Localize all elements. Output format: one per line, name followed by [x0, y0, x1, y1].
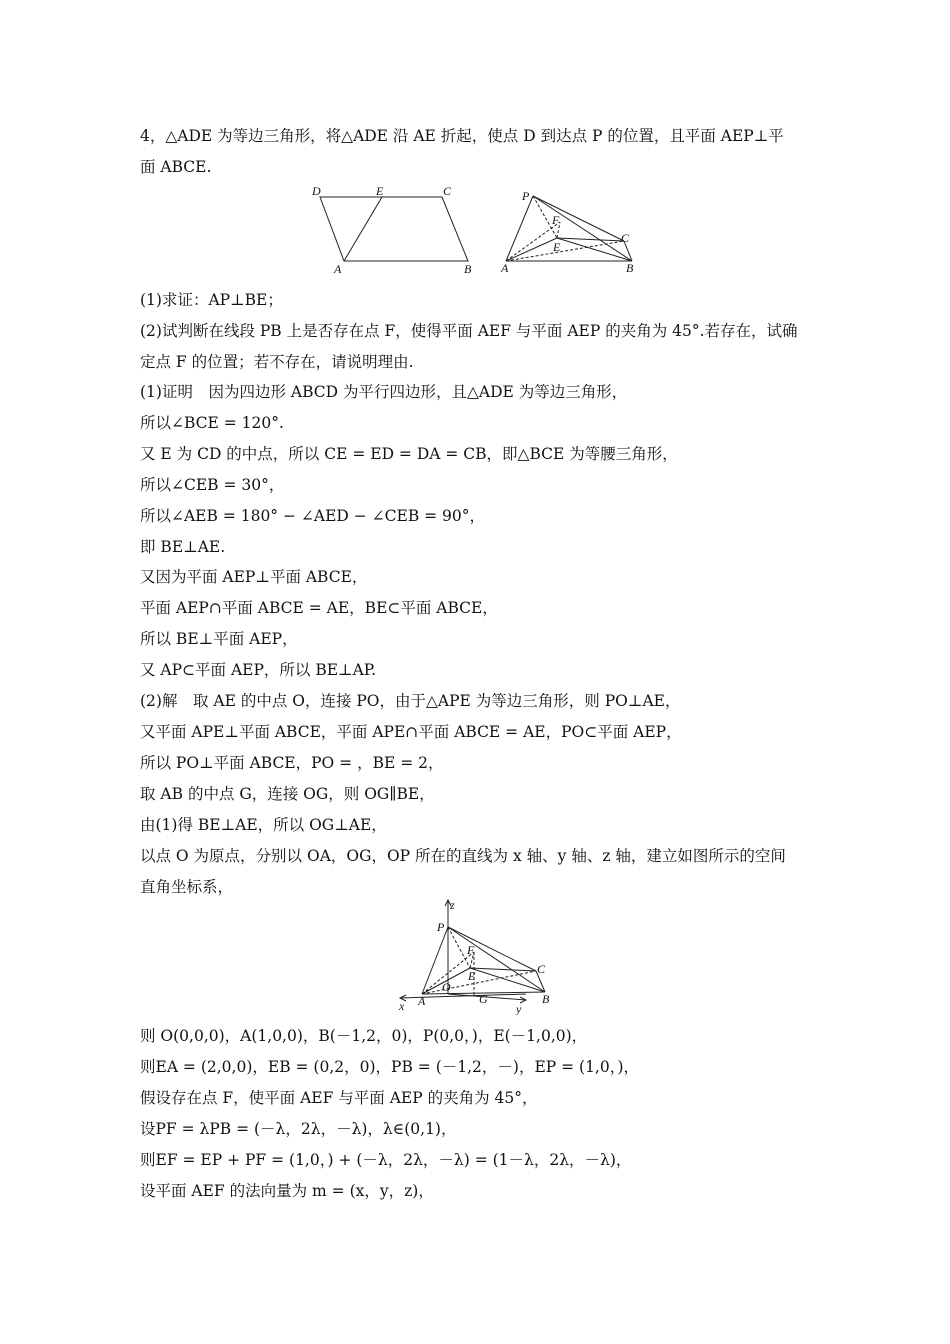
figure-parallelogram — [300, 184, 480, 278]
solution-line: 以点 O 为原点，分别以 OA，OG，OP 所在的直线为 x 轴、y 轴、z 轴，建立如图所示的空间 — [140, 847, 786, 865]
label-x: x — [399, 999, 405, 1013]
solution-line: 所以 PO⊥平面 ABCE，PO = ，BE = 2， — [140, 754, 444, 772]
figure-folded-solid — [495, 184, 645, 278]
solution-line: 假设存在点 F，使平面 AEF 与平面 AEP 的夹角为 45°， — [140, 1089, 538, 1107]
solution-line: 所以 BE⊥平面 AEP， — [140, 630, 298, 648]
problem-line-2: 面 ABCE. — [140, 158, 212, 176]
solution-line: (2)解 取 AE 的中点 O，连接 PO，由于△APE 为等边三角形，则 PO⊥AE， — [140, 692, 681, 710]
solution-line: 则EA = (2,0,0)，EB = (0,2，0)，PB = (－1,2，－)，EP = (1,0，)， — [140, 1058, 640, 1076]
question-2-line-1: (2)试判断在线段 PB 上是否存在点 F，使得平面 AEF 与平面 AEP 的夹角为 45°.若存在，试确 — [140, 322, 798, 340]
solution-line: 设PF = λPB = (－λ，2λ，－λ)，λ∈(0,1)， — [140, 1120, 457, 1138]
parallelogram-outline — [320, 197, 468, 261]
label-e: E — [376, 184, 384, 198]
label-z: z — [450, 898, 455, 912]
label-b: B — [626, 261, 634, 275]
solution-line: (1)证明 因为四边形 ABCD 为平行四边形，且△ADE 为等边三角形， — [140, 383, 628, 401]
solution-line: 又因为平面 AEP⊥平面 ABCE， — [140, 568, 368, 586]
label-e: E — [553, 240, 561, 254]
solution-line: 又平面 APE⊥平面 ABCE，平面 APE∩平面 ABCE = AE，PO⊂平面 AEP， — [140, 723, 682, 741]
problem-line-1: 4，△ADE 为等边三角形，将△ADE 沿 AE 折起，使点 D 到达点 P 的位置，且平面 AEP⊥平 — [140, 127, 784, 145]
label-g: G — [479, 992, 488, 1006]
label-a: A — [501, 261, 509, 275]
solution-line: 则 O(0,0,0)，A(1,0,0)，B(－1,2，0)，P(0,0，)，E(－1,0,0)， — [140, 1027, 588, 1045]
label-y: y — [516, 1002, 522, 1015]
figure-coordinate-system — [390, 897, 565, 1015]
solution-line: 又 E 为 CD 的中点，所以 CE = ED = DA = CB，即△BCE 为等腰三角形， — [140, 445, 678, 463]
label-p: P — [522, 189, 530, 203]
solution-line: 所以∠AEB = 180° − ∠AED − ∠CEB = 90°， — [140, 507, 486, 525]
solution-line: 由(1)得 BE⊥AE，所以 OG⊥AE， — [140, 816, 387, 834]
label-c: C — [537, 962, 546, 976]
solution-line: 取 AB 的中点 G，连接 OG，则 OG∥BE， — [140, 785, 435, 803]
label-d: D — [312, 184, 321, 198]
solution-line: 所以∠BCE = 120°. — [140, 414, 284, 432]
label-f: F — [552, 213, 560, 227]
question-1: (1)求证：AP⊥BE； — [140, 291, 283, 309]
label-b: B — [542, 992, 550, 1006]
solution-line: 又 AP⊂平面 AEP，所以 BE⊥AP. — [140, 661, 377, 679]
solution-line: 所以∠CEB = 30°， — [140, 476, 285, 494]
solution-line: 平面 AEP∩平面 ABCE = AE，BE⊂平面 ABCE， — [140, 599, 498, 617]
label-a: A — [334, 262, 342, 276]
label-c: C — [443, 184, 452, 198]
label-p: P — [437, 920, 445, 934]
solution-line: 设平面 AEF 的法向量为 m = (x，y，z)， — [140, 1182, 434, 1200]
label-o: O — [442, 980, 451, 994]
solution-line: 即 BE⊥AE. — [140, 538, 226, 556]
label-b: B — [464, 262, 472, 276]
label-e: E — [468, 969, 476, 983]
solution-line: 直角坐标系， — [140, 878, 234, 896]
segment-ae — [344, 197, 382, 261]
solution-line: 则EF = EP + PF = (1,0，) + (－λ，2λ，－λ) = (1－λ，2λ，－λ)， — [140, 1151, 632, 1169]
label-a: A — [418, 994, 426, 1008]
label-f: F — [467, 943, 475, 957]
label-c: C — [621, 231, 630, 245]
question-2-line-2: 定点 F 的位置；若不存在，请说明理由. — [140, 353, 414, 371]
